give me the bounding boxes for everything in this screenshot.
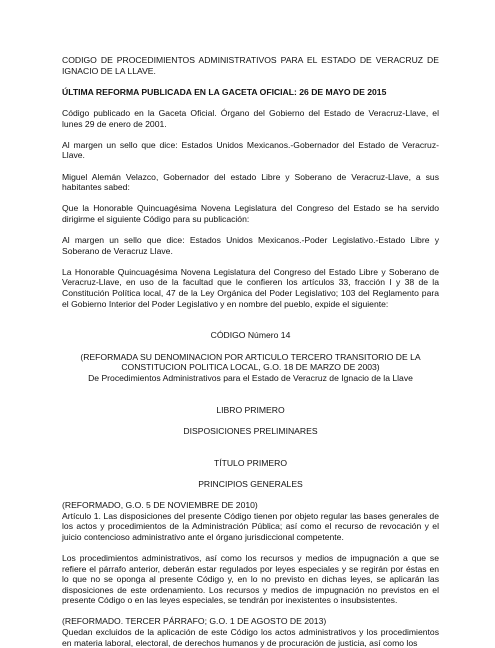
article-1-paragraph-2: Los procedimientos administrativos, así como los recursos y medios de impugnación a que se refiere el párrafo anterior, deberán estar regulados por leyes especiales y se regirán por éstas en lo que no se oponga al presente Código y, en lo no previsto en dichas leyes, se aplicarán las disposiciones de este ordenamiento. Los recursos y medios de impugnación no previstos en el presente Código o en las leyes especiales, se tendrán por inexistentes o insubsistentes. <box>62 552 439 606</box>
code-name: De Procedimientos Administrativos para el Estado de Veracruz de Ignacio de la Llave <box>88 372 413 383</box>
article-1-paragraph-3: Quedan excluidos de la aplicación de este Código los actos administrativos y los procedimientos en materia laboral, electoral, de derechos humanos y de procuración de justicia, así como los <box>62 627 439 648</box>
intro-paragraph: Código publicado en la Gaceta Oficial. Órgano del Gobierno del Estado de Veracruz-Llave, el lunes 29 de enero de 2001. <box>62 107 439 129</box>
intro-paragraph: Que la Honorable Quincuagésima Novena Legislatura del Congreso del Estado se ha servido dirigirme el siguiente Código para su publicación: <box>62 203 439 224</box>
document-title: CODIGO DE PROCEDIMIENTOS ADMINISTRATIVOS PARA EL ESTADO DE VERACRUZ DE IGNACIO DE LA LLAVE. <box>62 55 439 76</box>
reform-note: (REFORMADA SU DENOMINACION POR ARTICULO TERCERO TRANSITORIO DE LA CONSTITUCION POLITICA LOCAL, G.O. 18 DE MARZO DE 2003) <box>80 351 421 373</box>
article-1: Artículo 1. Las disposiciones del presente Código tienen por objeto regular las bases generales de los actos y procedimientos de la Administración Pública; así como el recurso de revocación y el juicio contencioso administrativo ante el órgano jurisdiccional competente. <box>62 510 439 542</box>
intro-paragraph: Al margen un sello que dice: Estados Unidos Mexicanos.-Poder Legislativo.-Estado Libre y Soberano de Veracruz Llave. <box>62 235 439 256</box>
code-number-heading: CÓDIGO Número 14 <box>210 330 291 341</box>
book-heading: LIBRO PRIMERO <box>216 404 285 415</box>
book-title: DISPOSICIONES PRELIMINARES <box>183 425 318 436</box>
intro-paragraph: La Honorable Quincuagésima Novena Legislatura del Congreso del Estado Libre y Soberano de Veracruz-Llave, en uso de la facultad que le confieren los artículos 33, fracción I y 38 de la Constitución Política local, 47 de la Ley Orgánica del Poder Legislativo; 103 del Reglamento para el Gobierno Interior del Poder Legislativo y en nombre del pueblo, expide el siguiente: <box>62 266 439 309</box>
title-name: PRINCIPIOS GENERALES <box>198 478 303 489</box>
reform-note-paragraph-3: (REFORMADO. TERCER PÁRRAFO; G.O. 1 DE AGOSTO DE 2013) <box>62 616 327 627</box>
reform-note-article-1: (REFORMADO, G.O. 5 DE NOVIEMBRE DE 2010) <box>62 499 258 510</box>
title-heading: TÍTULO PRIMERO <box>213 457 288 468</box>
last-reform-notice: ÚLTIMA REFORMA PUBLICADA EN LA GACETA OFICIAL: 26 DE MAYO DE 2015 <box>62 86 387 97</box>
intro-paragraph: Al margen un sello que dice: Estados Unidos Mexicanos.-Gobernador del Estado de Veracruz-Llave. <box>62 139 439 161</box>
intro-paragraph: Miguel Alemán Velazco, Gobernador del estado Libre y Soberano de Veracruz-Llave, a sus habitantes sabed: <box>62 171 439 193</box>
